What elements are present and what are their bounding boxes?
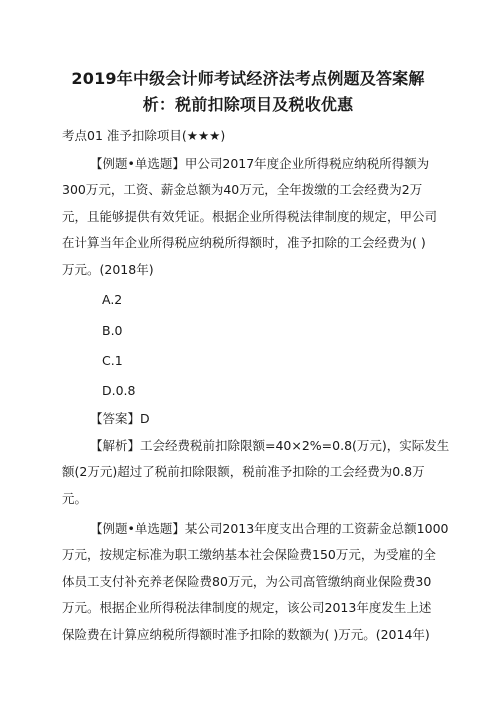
analysis-cont [62,459,436,512]
analysis-line: 额(2万元)超过了税前扣除限额，税前准予扣除的工会经费为0.8万 [62,464,425,479]
analysis-first-line [90,433,450,460]
question-2-line: 万元。根据企业所得税法律制度的规定，该公司2013年度发生上述 [62,600,432,615]
question-2-cont [62,542,436,648]
question-2-line: 万元，按规定标准为职工缴纳基本社会保险费150万元，为受雇的全 [62,547,436,562]
question-1-line: 在计算当年企业所得税应纳税所得额时，准予扣除的工会经费为( ) [62,235,426,250]
document-title [56,66,440,118]
question-2-line: 【例题•单选题】某公司2013年度支出合理的工资薪金总额1000 [90,521,449,536]
title-line-2: 析：税前扣除项目及税收优惠 [142,95,354,114]
question-1-line: 元，且能够提供有效凭证。根据企业所得税法律制度的规定，甲公司 [62,208,438,224]
question-1-line: 【例题•单选题】甲公司2017年度企业所得税应纳税所得额为 [90,156,430,171]
section-heading: 考点01 准予扣除项目(★★★) [62,128,226,143]
question-2-line: 保险费在计算应纳税所得额时准予扣除的数额为( )万元。(2014年) [62,626,430,642]
question-2-first-line [90,516,449,543]
option-d: D.0.8 [102,383,136,398]
question-1-line: 300万元，工资、薪金总额为40万元，全年拨缴的工会经费为2万 [62,182,423,197]
question-1-text [62,151,436,178]
analysis-line: 【解析】工会经费税前扣除限额=40×2%=0.8(万元)，实际发生 [90,438,450,453]
answer-label: 【答案】D [90,411,150,426]
option-c: C.1 [102,353,123,368]
question-2-line: 体员工支付补充养老保险费80万元，为公司高管缴纳商业保险费30 [62,573,432,589]
question-1-text-cont [62,177,436,283]
option-b: B.0 [102,323,123,338]
analysis-line: 元。 [62,490,88,506]
title-line-1: 2019年中级会计师考试经济法考点例题及答案解 [71,69,425,88]
option-a: A.2 [102,292,123,307]
question-1-line: 万元。(2018年) [62,261,154,277]
